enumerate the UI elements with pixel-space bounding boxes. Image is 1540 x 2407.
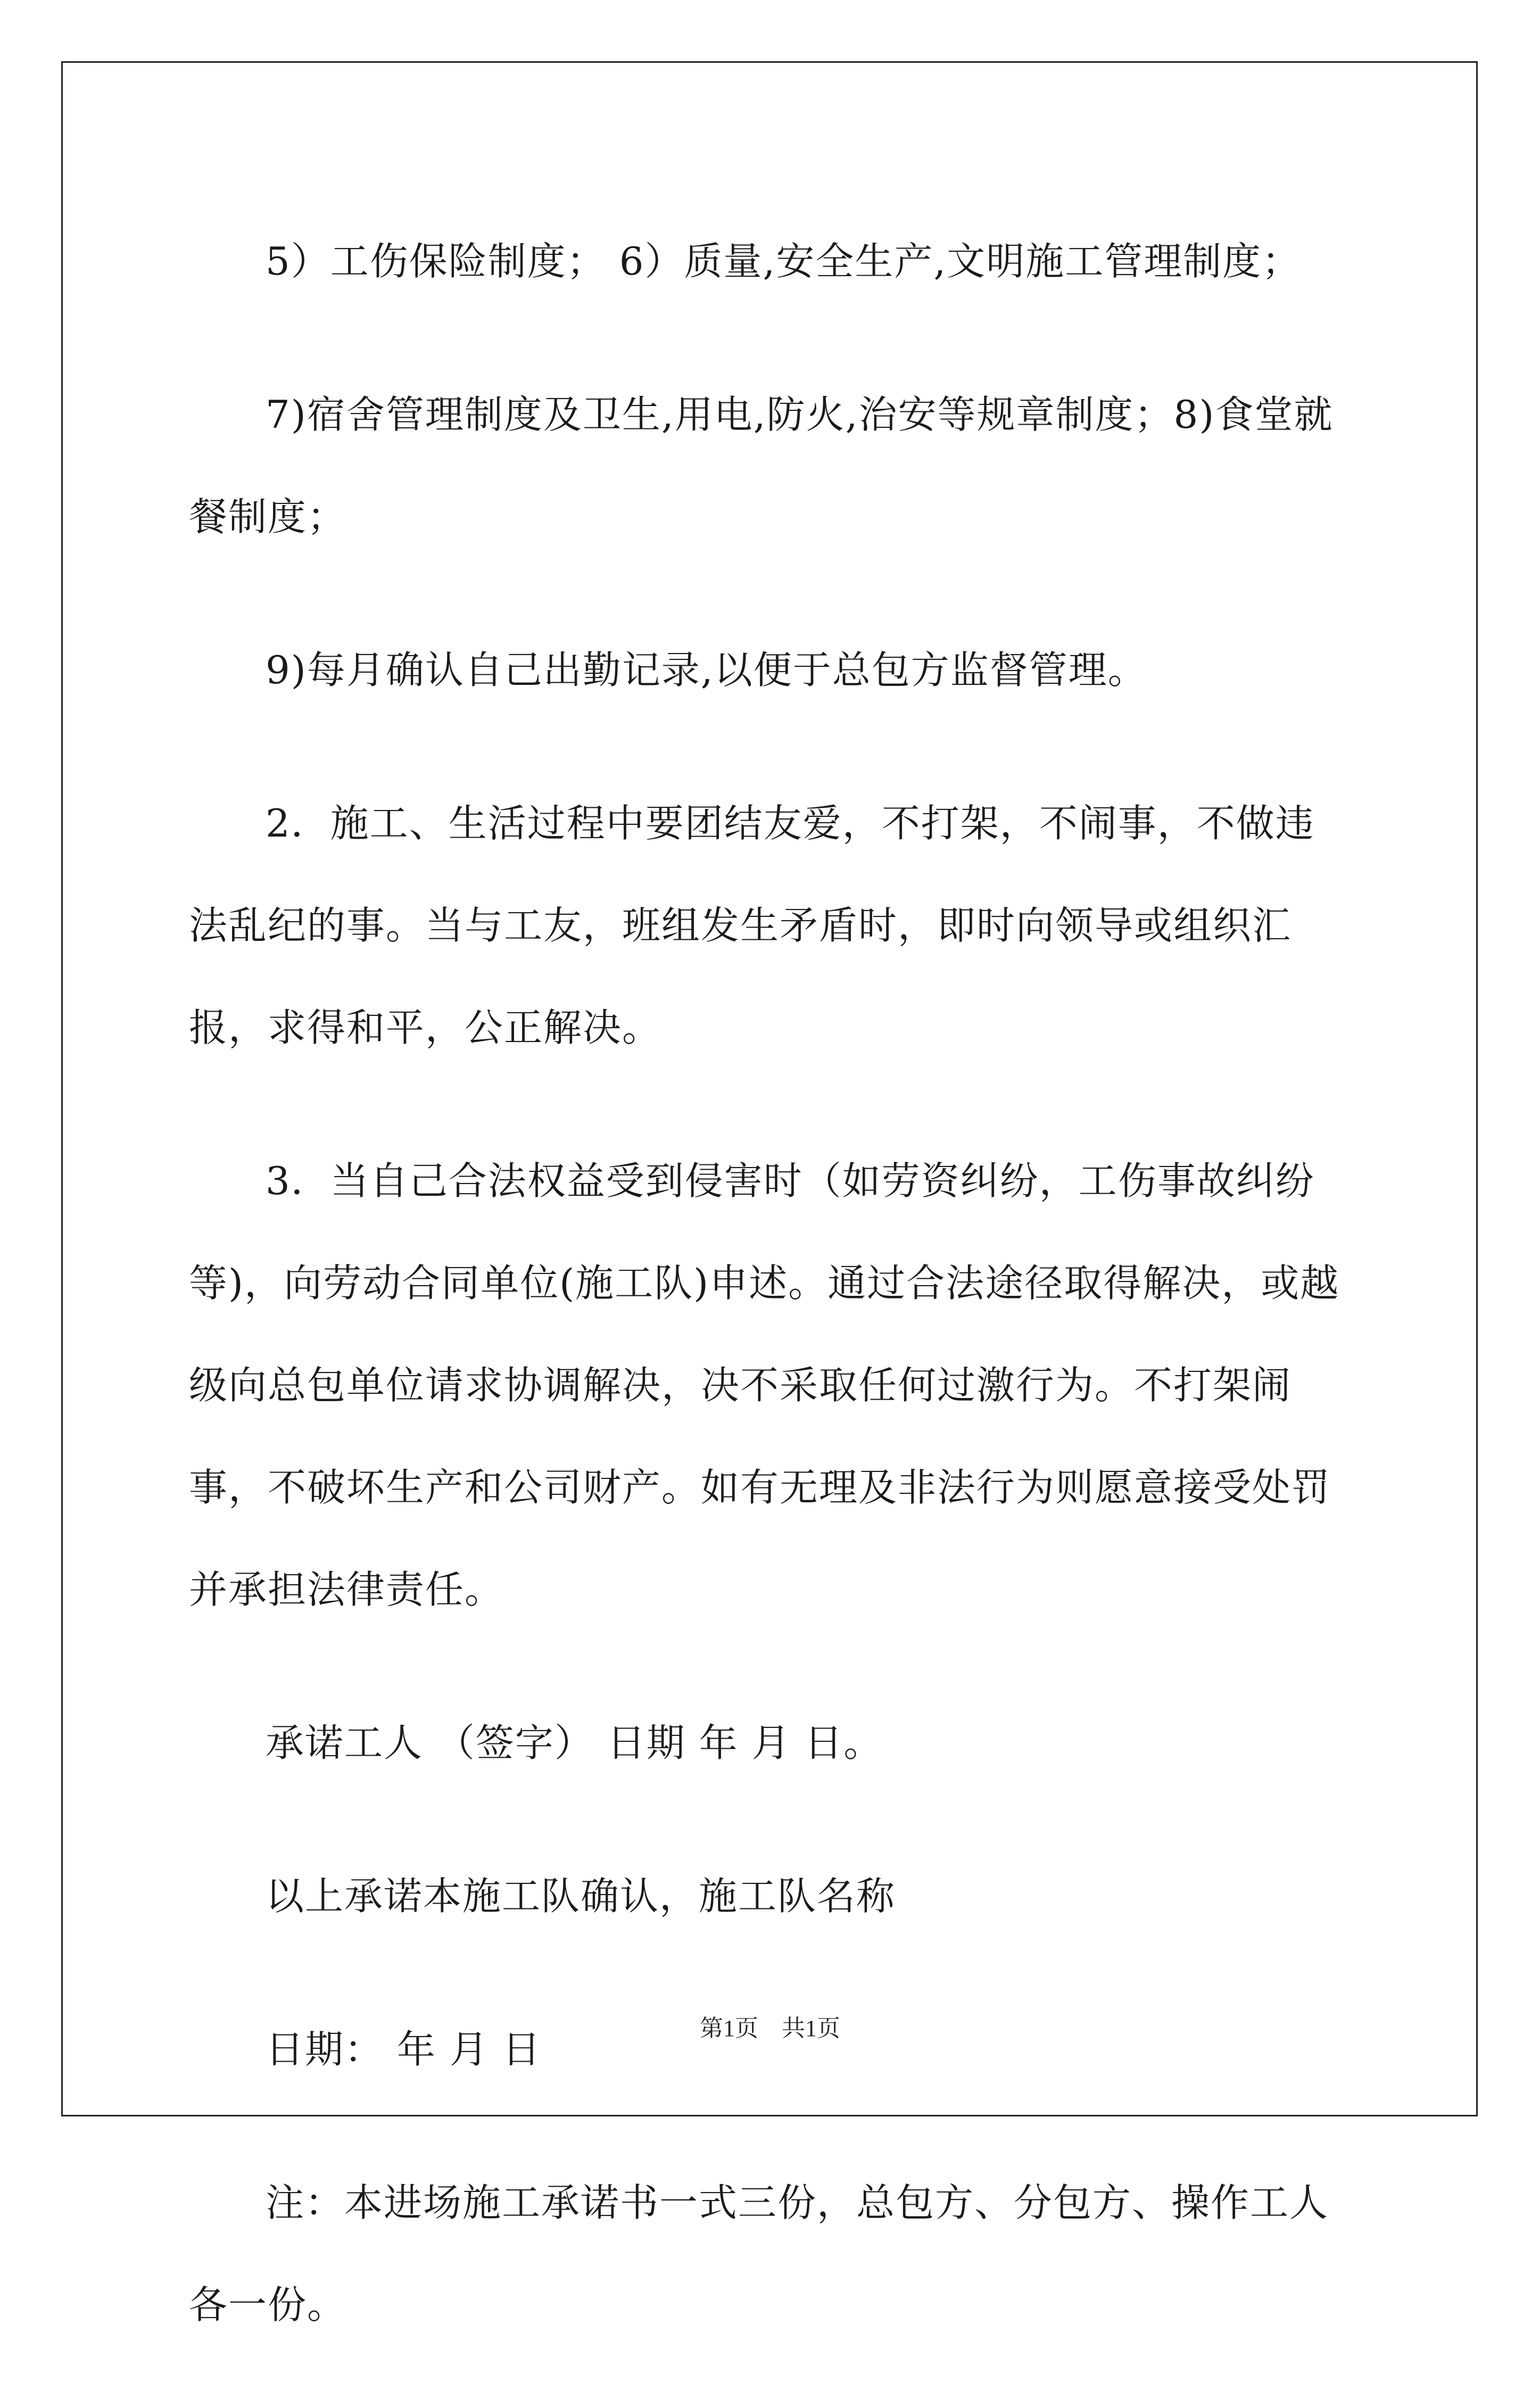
paragraph-unity: 2．施工、生活过程中要团结友爱，不打架，不闹事，不做违法乱纪的事。当与工友，班组发生矛盾时，即时向领导或组织汇报，求得和平，公正解决。 (189, 801, 1315, 1050)
document-body (189, 210, 1346, 2407)
paragraph-note: 注：本进场施工承诺书一式三份，总包方、分包方、操作工人各一份。 (189, 2180, 1329, 2327)
paragraph-rights: 3．当自己合法权益受到侵害时（如劳资纠纷，工伤事故纠纷等)，向劳动合同单位(施工队)申述。通过合法途径取得解决，或越级向总包单位请求协调解决，决不采取任何过激行为。不打架闹事，不破坏生产和公司财产。如有无理及非法行为则愿意接受处罚并承担法律责任。 (189, 1159, 1340, 1612)
paragraph-team-confirmation: 以上承诺本施工队确认，施工队名称 (266, 1874, 896, 1918)
paragraph-dormitory-rules: 7)宿舍管理制度及卫生,用电,防火,治安等规章制度；8)食堂就餐制度； (189, 392, 1334, 539)
page-number-footer: 第1页 共1页 (700, 2015, 840, 2041)
paragraph-attendance: 9)每月确认自己出勤记录,以便于总包方监督管理。 (266, 648, 1147, 692)
paragraph-injury-insurance: 5）工伤保险制度； 6）质量,安全生产,文明施工管理制度； (266, 239, 1302, 284)
paragraph-worker-signature: 承诺工人 （签字） 日期 年 月 日。 (266, 1721, 883, 1765)
paragraph-date: 日期： 年 月 日 (266, 2027, 542, 2072)
